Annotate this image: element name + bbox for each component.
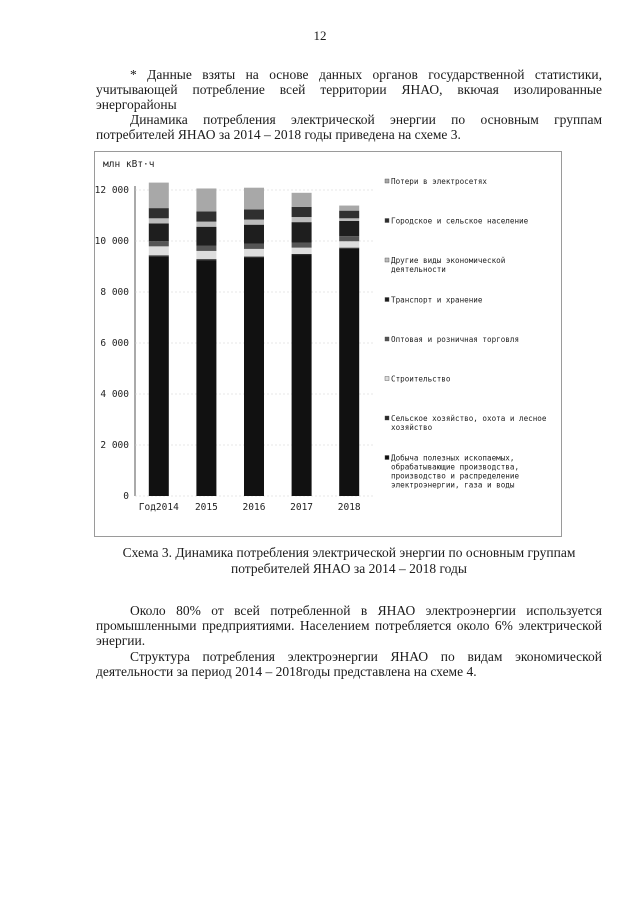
bar-segment (149, 183, 169, 209)
bar-segment (339, 218, 359, 221)
figure-caption (96, 545, 602, 577)
chart-figure (94, 151, 562, 537)
y-ticks (95, 185, 129, 502)
bar-segment (244, 244, 264, 249)
intro-paragraph: Динамика потребления электрической энергии по основным группам потребителей ЯНАО за 2014 – 2018 годы приведена на схеме 3. (96, 112, 602, 142)
y-tick-label: 10 000 (95, 236, 129, 247)
bar-segment (244, 188, 264, 210)
legend-entry: Транспорт и хранение (391, 295, 483, 305)
x-tick-label: 2016 (242, 502, 266, 513)
bar-segment (196, 259, 216, 260)
footnote-paragraph: * Данные взяты на основе данных органов государственной статистики, учитывающей потребление всей территории ЯНАО, вкючая изолированные энергорайоны (96, 67, 602, 112)
legend-swatch (385, 179, 389, 183)
legend-swatch (385, 298, 389, 302)
legend-entry: Оптовая и розничная торговля (391, 335, 520, 344)
page-number: 12 (313, 28, 327, 43)
x-tick-label: 2018 (337, 502, 361, 513)
bar-segment (292, 217, 312, 222)
bar-segment (244, 220, 264, 225)
bar-segment (196, 246, 216, 251)
bar-segment (244, 258, 264, 496)
bar-segment (339, 211, 359, 219)
bar-segment (292, 207, 312, 217)
bar-segment (339, 206, 359, 211)
share-paragraph: Около 80% от всей потребленной в ЯНАО электроэнергии используется промышленными предприятиями. Населением потребляется около 6% электрической энергии. (96, 603, 602, 648)
legend-swatch (385, 377, 389, 381)
structure-paragraph: Структура потребления электроэнергии ЯНАО по видам экономической деятельности за период 2014 – 2018годы представлена на схеме 4. (96, 649, 602, 679)
y-tick-label: 2 000 (100, 440, 129, 451)
legend-entry: Строительство (391, 374, 451, 384)
bar-segment (196, 227, 216, 246)
bar-segment (149, 218, 169, 223)
y-axis-label: млн кВт·ч (103, 159, 155, 170)
legend-swatch (385, 258, 389, 262)
y-tick-label: 4 000 (100, 389, 129, 400)
legend-entry: Другие виды экономической деятельности (391, 256, 506, 274)
bar-segment (244, 249, 264, 257)
legend-swatch (385, 416, 389, 420)
bar-segment (149, 246, 169, 255)
bar-segment (292, 248, 312, 254)
bar-segment (244, 257, 264, 258)
bar-segment (196, 260, 216, 496)
x-tick-label: 2015 (194, 502, 218, 513)
bar-segment (339, 236, 359, 241)
x-tick-label: Год2014 (138, 502, 179, 513)
legend (385, 177, 547, 490)
bar-segment (339, 241, 359, 247)
x-tick-label: 2017 (290, 502, 314, 513)
bar-segment (292, 243, 312, 248)
legend-swatch (385, 456, 389, 460)
bars (149, 183, 359, 496)
bar-segment (339, 248, 359, 249)
bar-segment (196, 211, 216, 221)
x-ticks (139, 502, 361, 513)
bar-segment (292, 193, 312, 207)
bar-segment (244, 209, 264, 219)
legend-entry: Сельское хозяйство, охота и лесное хозяйство (391, 414, 547, 432)
bar-segment (149, 255, 169, 256)
bar-segment (196, 188, 216, 211)
legend-entry: Потери в электросетях (391, 177, 488, 186)
bar-segment (292, 222, 312, 242)
caption-line-1: Схема 3. Динамика потребления электрической энергии по основным группам (122, 545, 576, 560)
caption-line-2: потребителей ЯНАО за 2014 – 2018 годы (231, 561, 467, 576)
y-tick-label: 0 (123, 491, 129, 502)
bar-segment (196, 251, 216, 259)
legend-entry: Городское и сельское население (391, 216, 529, 226)
y-tick-label: 12 000 (95, 185, 129, 196)
legend-entry: Добыча полезных ископаемых, обрабатывающие производства, производство и распределение электроэнергии, газа и воды (391, 453, 520, 490)
legend-swatch (385, 337, 389, 341)
bar-segment (149, 223, 169, 241)
bar-segment (292, 255, 312, 496)
y-tick-label: 8 000 (100, 287, 129, 298)
bar-segment (339, 221, 359, 236)
bar-segment (244, 225, 264, 244)
legend-swatch (385, 219, 389, 223)
bar-segment (149, 256, 169, 496)
bar-segment (149, 241, 169, 246)
y-tick-label: 6 000 (100, 338, 129, 349)
stacked-bar-chart (95, 152, 561, 536)
bar-segment (149, 208, 169, 218)
bar-segment (196, 222, 216, 227)
bar-segment (339, 249, 359, 496)
bar-segment (292, 254, 312, 255)
